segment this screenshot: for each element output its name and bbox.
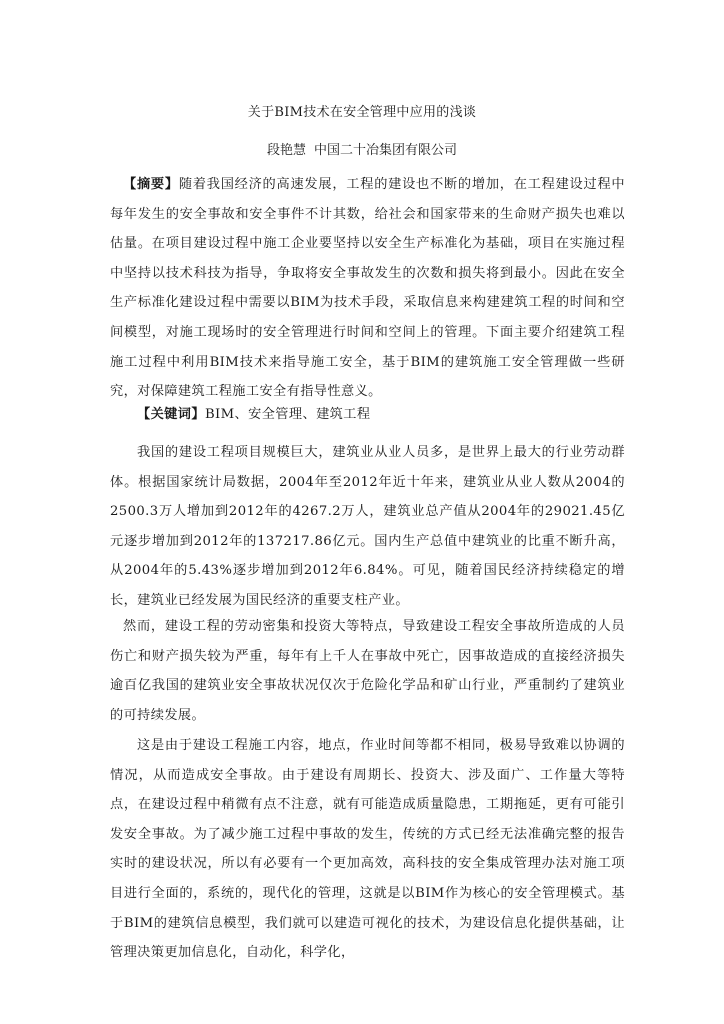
document-title: 关于BIM技术在安全管理中应用的浅谈 xyxy=(247,105,477,120)
author-name: 段艳慧 xyxy=(266,143,306,158)
author-affiliation: 中国二十冶集团有限公司 xyxy=(314,143,458,158)
body-paragraph-1: 我国的建设工程项目规模巨大，建筑业从业人员多，是世界上最大的行业劳动群体。根据国家统计局数据，2004年至2012年近十年来，建筑业从业人数从2004的2500.3万人增加到2012年的4267.2万人，建筑业总产值从2004年的29021.45亿元逐步增加到2012年的137217.86亿元。国内生产总值中建筑业的比重不断升高，从2004年的5.43%逐步增加到2012年6.84%。可见，随着国民经济持续稳定的增长，建筑业已经发展为国民经济的重要支柱产业。 xyxy=(110,445,625,608)
author-line xyxy=(0,142,724,160)
abstract-text: 随着我国经济的高速发展，工程的建设也不断的增加，在工程建设过程中每年发生的安全事故和安全事件不计其数，给社会和国家带来的生命财产损失也难以估量。在项目建设过程中施工企业要坚持以安全生产标准化为基础，项目在实施过程中坚持以技术科技为指导，争取将安全事故发生的次数和损失将到最小。因此在安全生产标准化建设过程中需要以BIM为技术手段，采取信息来构建建筑工程的时间和空间模型，对施工现场时的安全管理进行时间和空间上的管理。下面主要介绍建筑工程施工过程中利用BIM技术来指导施工安全，基于BIM的建筑施工安全管理做一些研究，对保障建筑工程施工安全有指导性意义。 xyxy=(110,177,626,400)
abstract-paragraph xyxy=(110,170,625,407)
keywords-label: 【关键词】 xyxy=(137,407,205,422)
keywords-text: BIM、安全管理、建筑工程 xyxy=(204,407,371,422)
abstract-label: 【摘要】 xyxy=(123,177,179,192)
body-paragraph-2: 然而，建设工程的劳动密集和投资大等特点，导致建设工程安全事故所造成的人员伤亡和财产损失较为严重，每年有上千人在事故中死亡，因事故造成的直接经济损失逾百亿我国的建筑业安全事故状况仅次于危险化学品和矿山行业，严重制约了建筑业的可持续发展。 xyxy=(110,619,625,723)
keywords-paragraph xyxy=(110,400,625,430)
body-paragraph-3: 这是由于建设工程施工内容，地点，作业时间等都不相同，极易导致难以协调的情况，从而造成安全事故。由于建设有周期长、投资大、涉及面广、工作量大等特点，在建设过程中稍微有点不注意，就有可能造成质量隐患，工期拖延，更有可能引发安全事故。为了减少施工过程中事故的发生，传统的方式已经无法准确完整的报告实时的建设状况，所以有必要有一个更加高效，高科技的安全集成管理办法对施工项目进行全面的，系统的，现代化的管理，这就是以BIM作为核心的安全管理模式。基于BIM的建筑信息模型，我们就可以建造可视化的技术，为建设信息化提供基础，让管理决策更加信息化，自动化，科学化， xyxy=(110,738,625,961)
